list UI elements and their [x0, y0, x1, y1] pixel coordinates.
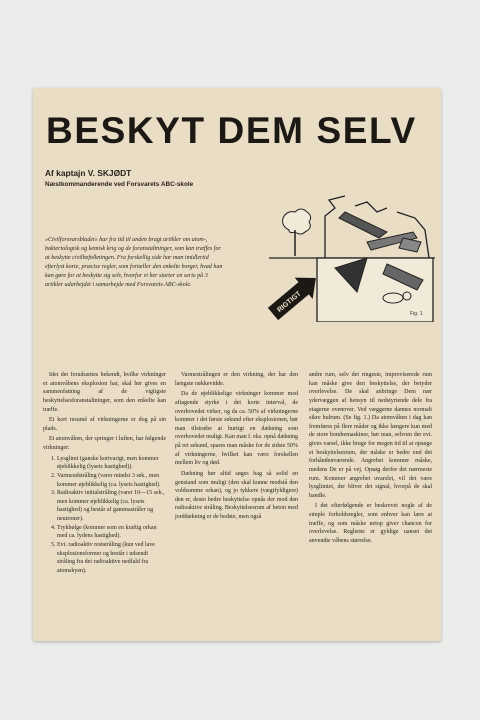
column-1	[43, 371, 166, 575]
arrow-label: RIGTIGT	[276, 290, 303, 314]
tree-drawing	[283, 209, 311, 256]
column-3	[309, 371, 432, 548]
paragraph: Da de øjeblikkelige virkninger kommer med aftagende styrke i det korte interval, de overhovedet virker, og da ca. 50% af virkningerne kommer i det første sekund efter eksplosionen, bør man tilstræbe at hurtigt en dækning som overhovedet muligt. Kan man f. eks. opnå dækning på ret sekund, spares man måske for de sidste 50% af virkningerne, hvilket kan være forskellen mellem liv og død.	[175, 391, 298, 467]
arrow-rigtigt	[264, 267, 325, 322]
list-item: 1. Lysglimt (ganske kortvarigt, men kommer øjeblikkelig (lysets hastighed)).	[57, 455, 166, 472]
list-item: 5. Evt. radioaktiv reststråling (kun ved lave eksplosionsformer og består i udsendt stråling fra det radioaktive nedfald fra atomskyen).	[57, 541, 166, 576]
paragraph: Et kort resumé af virkningerne er dog på sin plads.	[43, 417, 166, 432]
paragraph: Dækning bør altid søges bag så solid en genstand som muligt (den skal kunne modstå den voldsomme orkan), og jo tykkere (vægtfyldigere) den er, desto bedre beskyttelse opnås der mod den radioaktive stråling. Beskyttelsesrum af beton med jorddækning er de bedste, men også	[175, 470, 298, 520]
list-item: 2. Varmeudstråling (varer mindst 3 sek., men kommer øjeblikkelig (ca. lysets hastighed).	[57, 472, 166, 489]
magazine-page	[33, 88, 441, 641]
list-item: 3. Radioaktiv initialstråling (varer 10—15 sek., men kommer øjeblikkelig (ca. lysets hastighed) og består af gammastråler og neutroner).	[57, 489, 166, 524]
author-byline: Af kaptajn V. SKJØDT	[45, 168, 132, 178]
figure-label: Fig. 1	[410, 311, 423, 317]
list-item: 4. Trykbølge (kommer som en kraftig orkan med ca. lydens hastighed).	[57, 524, 166, 541]
intro-paragraph: »Civilforsvarsbladet« har fra tid til anden bragt artikler om atom-, bakteriologisk og kemisk krig og de foranstaltninger, som kan træffes for at beskytte civilbefolkningen. Fra forskellig side har man imidlertid efterlyst korte, præcise regler, som fortæller den enkelte borger, hvad han kan gøre for at beskytte sig selv, hvorfor vi her starter en serie på 3 artikler udarbejdet i samarbejde med Forsvarets ABC-skole.	[45, 237, 223, 288]
paragraph: andre rum, selv det ringeste, improviserede rum kan måske give den beskyttelse, der betyder overlevelse. De skal anbringe Dem nær ydervæggen af hensyn til nedstyrtende dele fra etagerne ovenover. Ved væggerne dannes normalt sikre hulrum. (Se fig. 1.) Da atomvåben i dag kan fremføres på flere måder og ikke længere kun med de store bombemaskiner, bør man, selvom der evt. gives varsel, ikke bruge for megen tid til at opsøge et beskyttelsesrum, der måske er bedre end det forhåndenværende. Angrebet kommer måske, medens De er på vej. Opsøg derfor det nærmeste rum. Kommer angrebet uvarslet, vil det være lysglimtet, der bliver det signal, hvorpå de skal handle.	[309, 372, 432, 499]
shelter-illustration	[217, 172, 439, 322]
column-2	[175, 371, 298, 524]
paragraph: Varmestrålingen er den virkning, der har den længste rækkevidde.	[175, 372, 298, 387]
paragraph: Et atomvåben, der springer i luften, har følgende virkninger:	[43, 436, 166, 451]
paragraph: Idet det forudsættes bekendt, hvilke virkninger et atomvåbens eksplosion har, skal her gives en sammenfatning af de vigtigste beskyttelsesforanstaltninger, som den enkelte kan træffe.	[43, 372, 166, 413]
author-position: Næstkommanderende ved Forsvarets ABC-skole	[45, 181, 194, 188]
effects-list	[43, 455, 166, 576]
paragraph: I det efterfølgende er beskrevet nogle af de simple forholdsregler, som enhver kan lære at træffe, og som måske netop giver chancen for overlevelse. Reglerne er gyldige uanset det anvendte våbens størrelse.	[309, 503, 432, 544]
building-drawing	[317, 196, 433, 322]
page-title: BESKYT DEM SELV	[46, 110, 417, 151]
